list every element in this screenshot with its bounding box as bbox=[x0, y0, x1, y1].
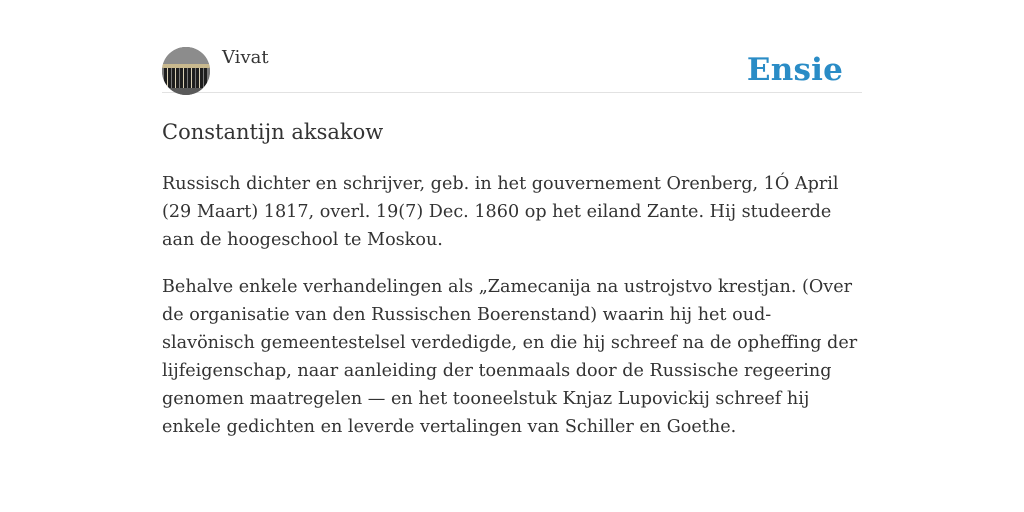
bookshelf-icon bbox=[162, 47, 210, 95]
article-card bbox=[162, 46, 862, 441]
article-paragraph: Behalve enkele verhandelingen als „Zamecanija na ustrojstvo krestjan. (Over de organisatie van den Russischen Boerenstand) waarin hij het oud-slavönisch gemeentestelsel verdedigde, en die hij schreef na de opheffing der lijfeigenschap, naar aanleiding der toenmaals door de Russische regeering genomen maatregelen — en het tooneelstuk Knjaz Lupovickij schreef hij enkele gedichten en leverde vertalingen van Schiller en Goethe. bbox=[162, 277, 858, 437]
author-avatar[interactable] bbox=[162, 47, 210, 95]
author-name[interactable]: Vivat bbox=[222, 47, 269, 68]
article-header bbox=[162, 46, 862, 93]
brand-logo[interactable]: Ensie bbox=[746, 52, 843, 88]
article-paragraph: Russisch dichter en schrijver, geb. in het gouvernement Orenberg, 1Ó April (29 Maart) 1817, overl. 19(7) Dec. 1860 op het eiland Zante. Hij studeerde aan de hoogeschool te Moskou. bbox=[162, 174, 839, 250]
article-title: Constantijn aksakow bbox=[162, 120, 384, 144]
